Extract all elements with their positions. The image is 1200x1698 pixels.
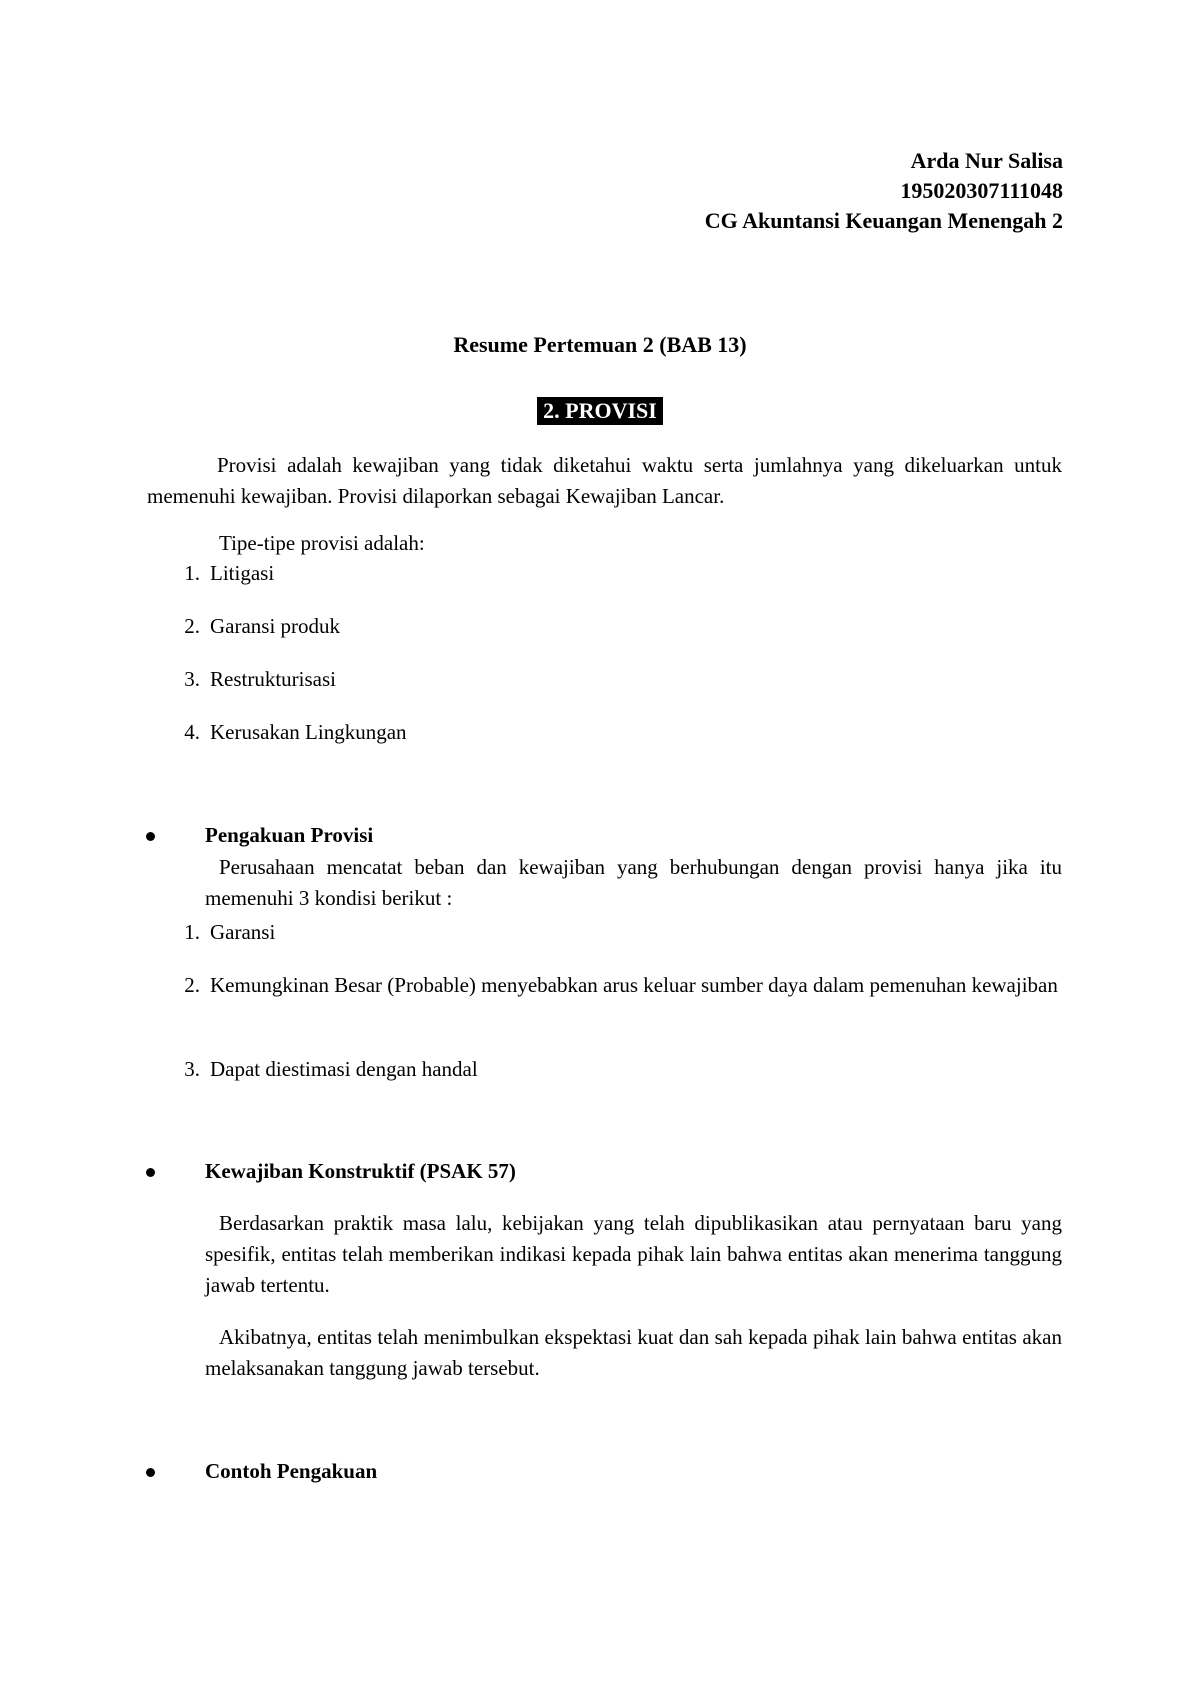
bullet-icon xyxy=(146,1468,155,1477)
list-item xyxy=(170,558,1062,589)
list-number: 3. xyxy=(184,1057,200,1081)
konstruktif-paragraph-1 xyxy=(205,1208,1062,1301)
list-item xyxy=(170,970,1062,1032)
list-text: Kerusakan Lingkungan xyxy=(210,720,407,744)
contoh-heading: Contoh Pengakuan xyxy=(205,1459,378,1483)
intro-paragraph xyxy=(147,450,1062,512)
list-number: 3. xyxy=(184,667,200,691)
author-name: Arda Nur Salisa xyxy=(910,148,1063,173)
list-number: 4. xyxy=(184,720,200,744)
list-text: Restrukturisasi xyxy=(210,667,336,691)
list-item xyxy=(170,1054,1062,1085)
list-text: Garansi xyxy=(210,920,276,944)
konstruktif-paragraph-2 xyxy=(205,1322,1062,1384)
list-item xyxy=(170,717,1062,748)
list-number: 2. xyxy=(184,614,200,638)
list-text: Garansi produk xyxy=(210,614,341,638)
list-number: 1. xyxy=(184,920,200,944)
list-number: 2. xyxy=(184,973,200,997)
list-item xyxy=(170,917,1062,948)
student-id: 195020307111048 xyxy=(900,178,1063,203)
list-item xyxy=(170,664,1062,695)
intro-paragraph-text: Provisi adalah kewajiban yang tidak diketahui waktu serta jumlahnya yang dikeluarkan untuk memenuhi kewajiban. Provisi dilaporkan sebagai Kewajiban Lancar. xyxy=(147,453,1062,508)
section-heading: 2. PROVISI xyxy=(537,397,663,425)
konstruktif-paragraph-2-text: Akibatnya, entitas telah menimbulkan ekspektasi kuat dan sah kepada pihak lain bahwa entitas akan melaksanakan tanggung jawab tersebut. xyxy=(205,1325,1062,1380)
pengakuan-heading: Pengakuan Provisi xyxy=(205,823,374,847)
course-name: CG Akuntansi Keuangan Menengah 2 xyxy=(704,208,1063,233)
bullet-icon xyxy=(146,1168,155,1177)
list-text: Dapat diestimasi dengan handal xyxy=(210,1057,478,1081)
pengakuan-paragraph-text: Perusahaan mencatat beban dan kewajiban yang berhubungan dengan provisi hanya jika itu memenuhi 3 kondisi berikut : xyxy=(205,855,1062,910)
list-number: 1. xyxy=(184,561,200,585)
section-heading-wrap xyxy=(0,397,1200,425)
list-item xyxy=(170,611,1062,642)
pengakuan-paragraph xyxy=(205,852,1062,914)
list-text: Kemungkinan Besar (Probable) menyebabkan arus keluar sumber daya dalam pemenuhan kewajiban xyxy=(210,973,1058,997)
bullet-icon xyxy=(146,832,155,841)
konstruktif-paragraph-1-text: Berdasarkan praktik masa lalu, kebijakan yang telah dipublikasikan atau pernyataan baru yang spesifik, entitas telah memberikan indikasi kepada pihak lain bahwa entitas akan menerima tanggung jawab tertentu. xyxy=(205,1211,1062,1297)
page-title: Resume Pertemuan 2 (BAB 13) xyxy=(453,332,747,357)
konstruktif-heading: Kewajiban Konstruktif (PSAK 57) xyxy=(205,1159,516,1183)
types-intro: Tipe-tipe provisi adalah: xyxy=(219,531,425,555)
list-text: Litigasi xyxy=(210,561,275,585)
